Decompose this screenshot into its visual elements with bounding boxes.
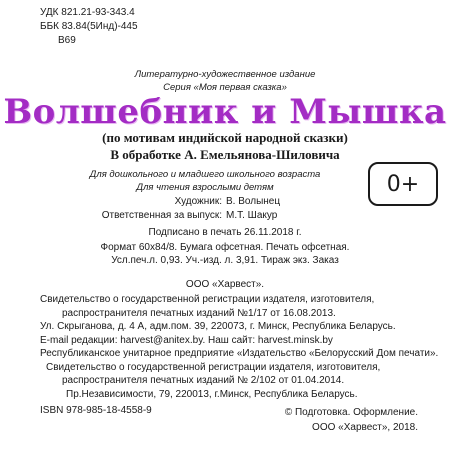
publisher-email-line: E-mail редакции: harvest@anitex.by. Наш сайт: harvest.minsk.by	[40, 334, 333, 346]
format-info: Формат 60х84/8. Бумага офсетная. Печать офсетная.	[100, 242, 350, 253]
publisher-name: ООО «Харвест».	[185, 279, 265, 290]
sheets-info: Усл.печ.л. 0,93. Уч.-изд. л. 3,91. Тираж экз. Заказ	[111, 255, 339, 266]
adaptation-credit: В обработке А. Емельянова-Шиловича	[110, 147, 340, 162]
signed-for-print: Подписано в печать 26.11.2018 г.	[148, 227, 302, 238]
author-sign: В69	[58, 35, 76, 46]
publisher-details	[40, 293, 396, 347]
publisher-line: распространителя печатных изданий №1/17 от 16.08.2013.	[62, 307, 336, 319]
age-rating-badge	[368, 162, 438, 206]
responsible-label: Ответственная за выпуск:	[101, 210, 222, 221]
audience-line-2: Для чтения взрослыми детям	[136, 182, 274, 193]
publisher-line: Свидетельство о государственной регистрации издателя, изготовителя,	[40, 294, 375, 305]
book-title: Волшебник и Мышка	[3, 92, 447, 132]
audience-line-1: Для дошкольного и младшего школьного возраста	[89, 169, 321, 180]
copyright-block	[285, 405, 418, 435]
isbn: ISBN 978-985-18-4558-9	[40, 405, 152, 416]
classification-codes	[40, 6, 138, 48]
genre-line: Литературно-художественное издание	[134, 69, 316, 80]
illustrator-label: Художник:	[174, 196, 222, 207]
publisher-line: Ул. Скрыганова, д. 4 А, адм.пом. 39, 220073, г. Минск, Республика Беларусь.	[40, 321, 396, 332]
bbk-code: ББК 83.84(5Инд)-445	[40, 21, 138, 32]
book-subtitle: (по мотивам индийской народной сказки)	[102, 130, 348, 145]
illustrator-name: В. Волынец	[226, 196, 281, 207]
printer-line: Свидетельство о государственной регистрации издателя, изготовителя,	[46, 361, 381, 373]
printer-line: Республиканское унитарное предприятие «Издательство «Белорусский Дом печати».	[40, 348, 439, 359]
responsible-name: М.Т. Шакур	[226, 210, 278, 221]
udk-code: УДК 821.21-93-343.4	[40, 7, 135, 18]
copyright-line-1: © Подготовка. Оформление.	[284, 407, 418, 418]
printer-details	[40, 347, 438, 401]
copyright-line-2: ООО «Харвест», 2018.	[312, 422, 418, 433]
printer-line: Пр.Независимости, 79, 220013, г.Минск, Республика Беларусь.	[66, 388, 358, 400]
series-line: Серия «Моя первая сказка»	[163, 82, 287, 93]
printer-line: распространителя печатных изданий № 2/102 от 01.04.2014.	[62, 375, 345, 386]
age-rating-text: 0+	[386, 171, 420, 197]
